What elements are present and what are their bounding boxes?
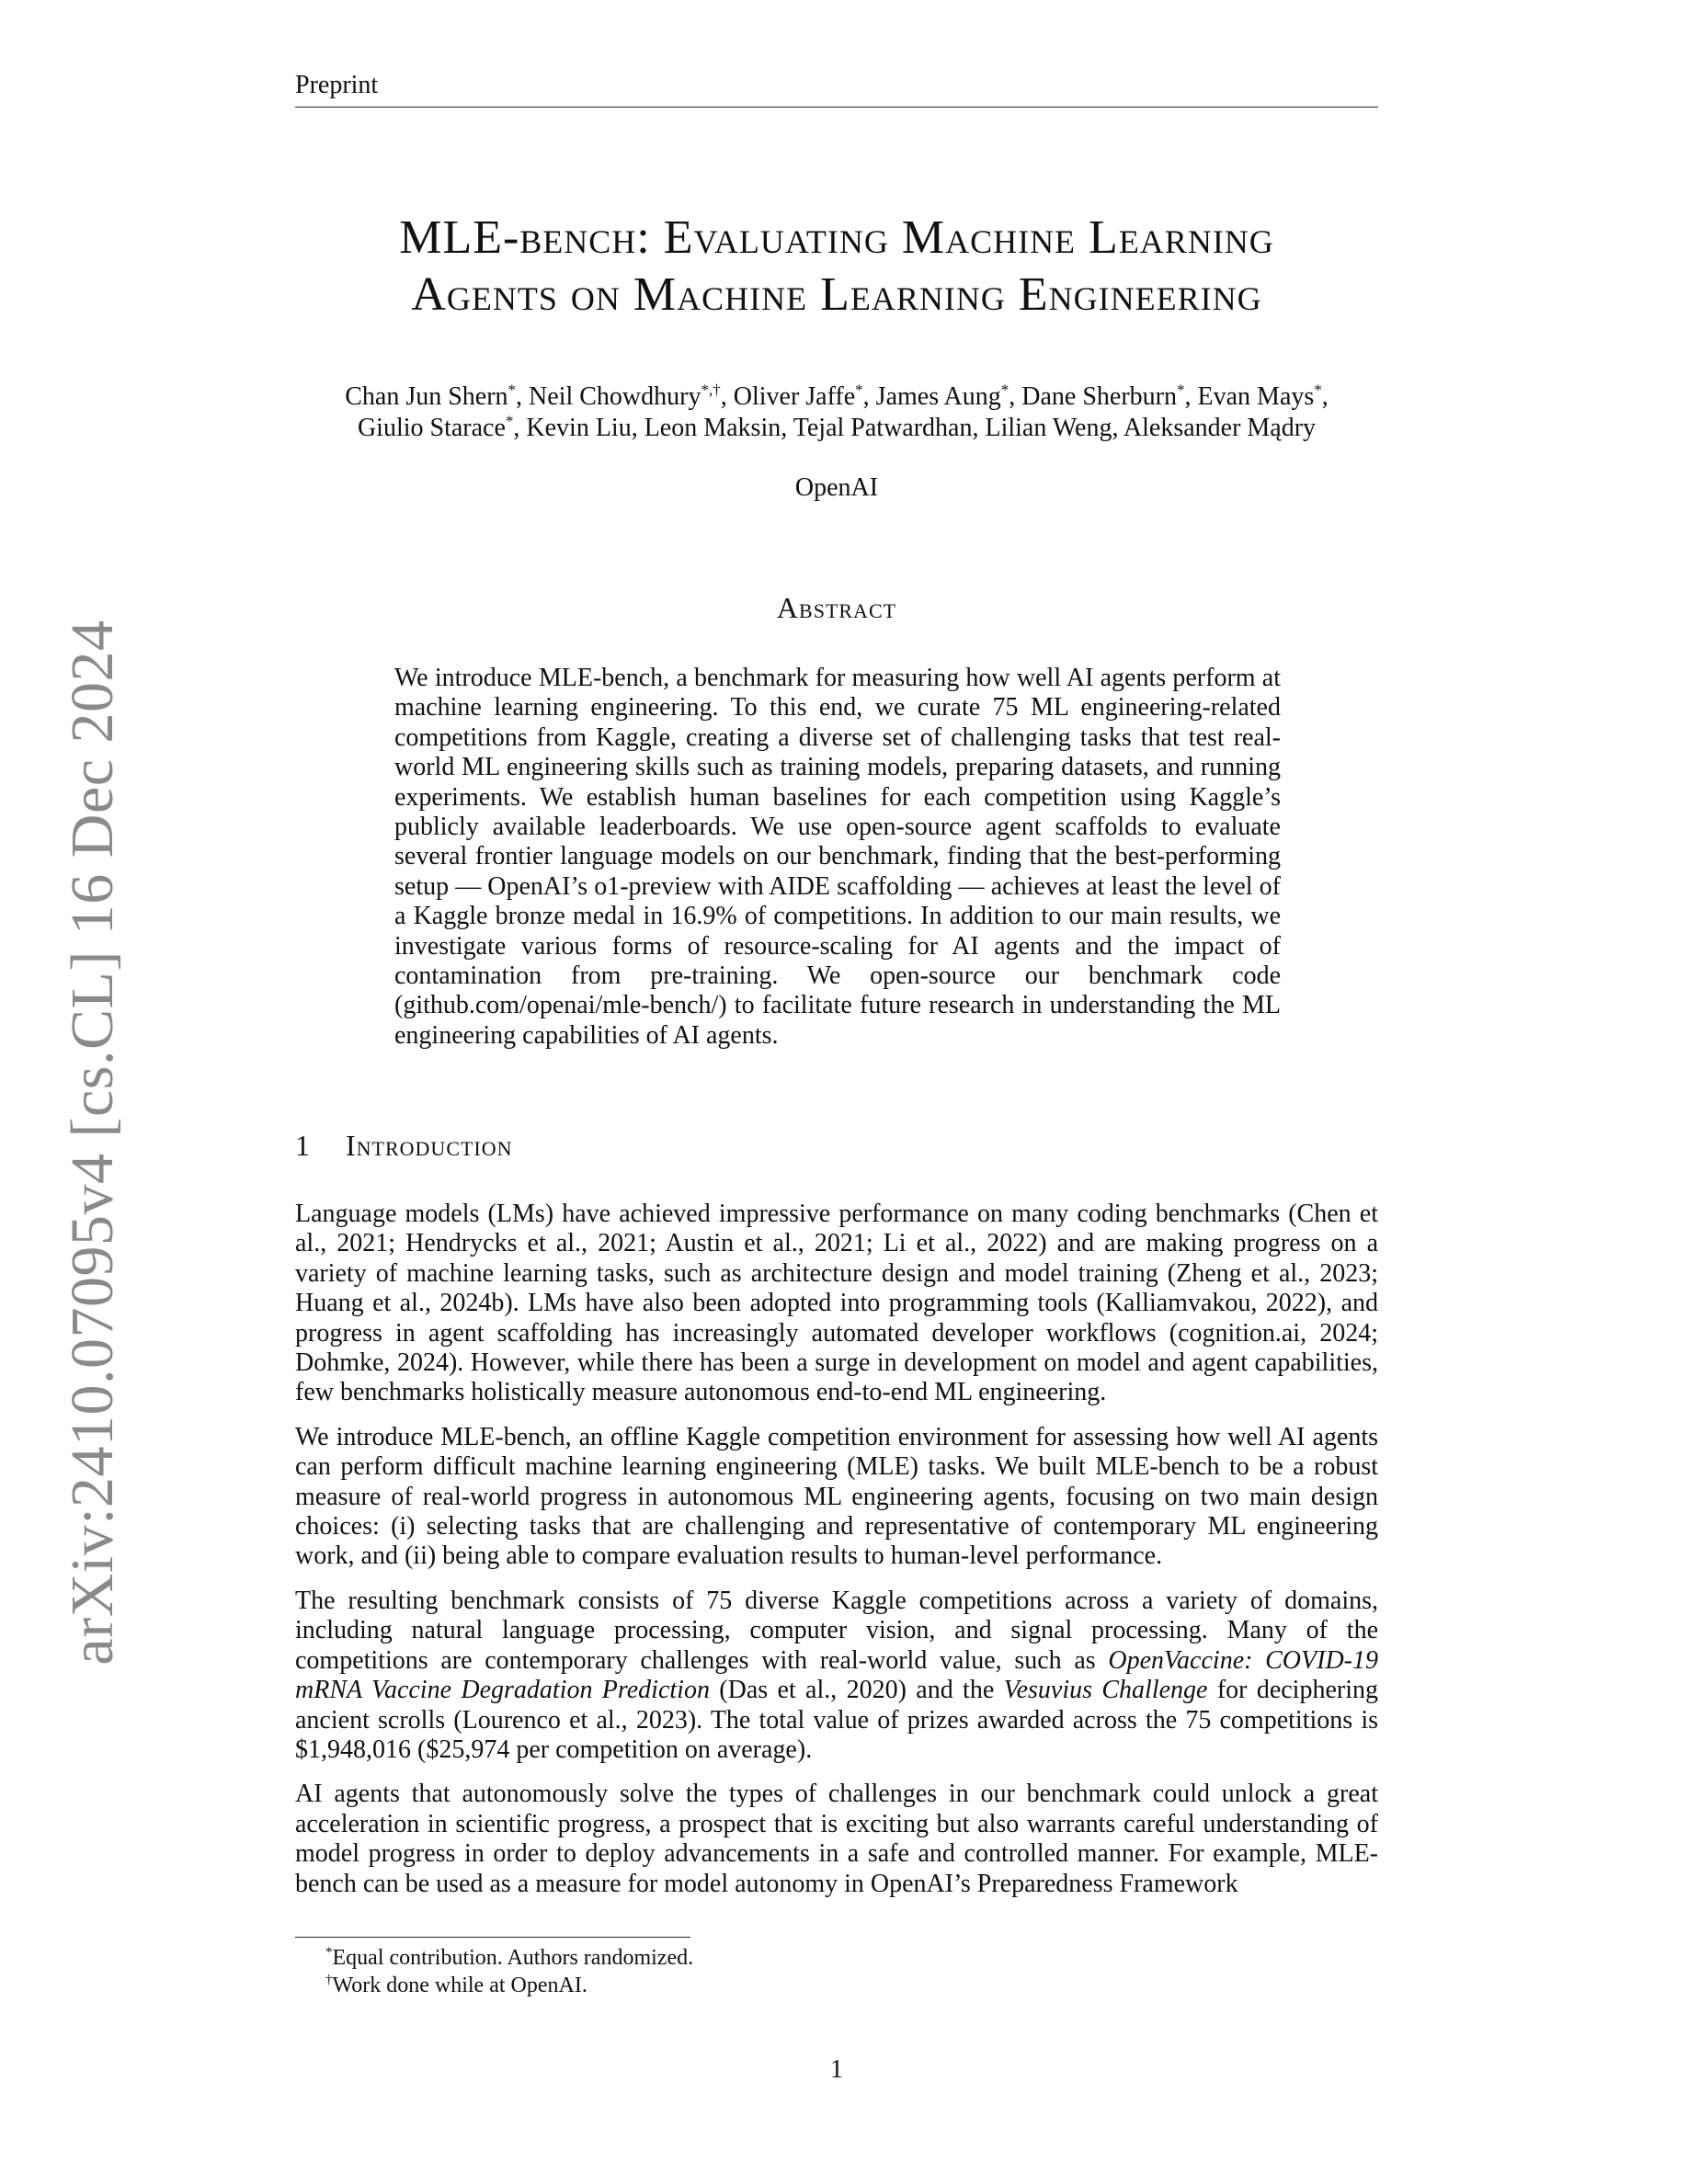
author-line-1: Chan Jun Shern*, Neil Chowdhury*,†, Oliver Jaffe*, James Aung*, Dane Sherburn*, Evan Mays*,	[345, 381, 1329, 411]
abstract-text: We introduce MLE-bench, a benchmark for measuring how well AI agents perform at machine learning engineering. To this end, we curate 75 ML engineering-related competitions from Kaggle, creating a diverse set of challenging tasks that test real-world ML engineering skills such as training models, preparing datasets, and running experiments. We establish human baselines for each competition using Kaggle’s publicly available leaderboards. We use open-source agent scaffolds to evaluate several frontier language models on our benchmark, finding that the best-performing setup — OpenAI’s o1-preview with AIDE scaffolding — achieves at least the level of a Kaggle bronze medal in 16.9% of competitions. In addition to our main results, we investigate various forms of resource-scaling for AI agents and the impact of contamination from pre-training. We open-source our benchmark code (github.com/openai/mle-bench/) to facilitate future research in understanding the ML engineering capabilities of AI agents.	[394, 664, 1281, 1050]
footnote-divider	[295, 1937, 690, 1938]
paragraph: AI agents that autonomously solve the types of challenges in our benchmark could unlock a great acceleration in scientific progress, a prospect that is exciting but also warrants careful understanding of model progress in order to deploy advancements in a safe and controlled manner. For example, MLE-bench can be used as a measure for model autonomy in OpenAI’s Preparedness Framework	[295, 1780, 1378, 1898]
section-heading	[295, 1129, 513, 1163]
author-names-rest: Kevin Liu, Leon Maksin, Tejal Patwardhan, Lilian Weng, Aleksander Mądry	[526, 414, 1317, 442]
title-line-1: MLE-bench: Evaluating Machine Learning	[399, 211, 1274, 264]
paragraph: We introduce MLE-bench, an offline Kaggle competition environment for assessing how well AI agents can perform difficult machine learning engineering (MLE) tasks. We built MLE-bench to be a robust measure of real-world progress in autonomous ML engineering agents, focusing on two main design choices: (i) selecting tasks that are challenging and representative of contemporary ML engineering work, and (ii) being able to compare evaluation results to human-level performance.	[295, 1422, 1378, 1571]
header-label: Preprint	[295, 71, 379, 99]
author-mark: *	[1314, 381, 1322, 399]
paragraph-text: The resulting benchmark consists of 75 diverse Kaggle competitions across a variety of domains, including natural language processing, computer vision, and signal processing. Many of the competitions are contemporary challenges with real-world value, such as	[295, 1586, 1378, 1675]
footnote-mark: *	[325, 1945, 333, 1960]
footnote	[325, 1944, 693, 1972]
author-mark: *	[855, 381, 863, 399]
author-mark: *	[508, 381, 517, 399]
arxiv-identifier: arXiv:2410.07095v4 [cs.CL] 16 Dec 2024	[59, 620, 126, 1666]
author-name: Dane Sherburn	[1021, 382, 1178, 411]
author-name: Chan Jun Shern	[345, 382, 508, 411]
paragraph-text: (Das et al., 2020) and the	[709, 1676, 1004, 1705]
affiliation: OpenAI	[794, 473, 879, 502]
footnote-text: Equal contribution. Authors randomized.	[332, 1946, 694, 1970]
author-mark: *	[505, 412, 514, 430]
footnote-text: Work done while at OpenAI.	[332, 1974, 587, 1997]
author-name: Neil Chowdhury	[529, 382, 701, 411]
paragraph: Language models (LMs) have achieved impressive performance on many coding benchmarks (Chen et al., 2021; Hendrycks et al., 2021; Austin et al., 2021; Li et al., 2022) and are making progress on a variety of machine learning tasks, such as architecture design and model training (Zheng et al., 2023; Huang et al., 2024b). LMs have also been adopted into programming tools (Kalliamvakou, 2022), and progress in agent scaffolding has increasingly automated developer workflows (cognition.ai, 2024; Dohmke, 2024). However, while there has been a surge in development on model and agent capabilities, few benchmarks holistically measure autonomous end-to-end ML engineering.	[295, 1200, 1378, 1407]
footnotes	[325, 1944, 693, 1999]
author-name: Giulio Starace	[357, 414, 506, 442]
author-mark: *	[1000, 381, 1009, 399]
author-mark: *,†	[701, 381, 721, 399]
page-number: 1	[830, 2055, 843, 2084]
paragraph	[295, 1587, 1378, 1765]
footnote-mark: †	[325, 1973, 333, 1987]
author-name: James Aung	[875, 382, 1001, 411]
section-number: 1	[295, 1129, 311, 1162]
author-name: Evan Mays	[1197, 382, 1315, 411]
section-title: Introduction	[346, 1129, 513, 1162]
author-line-2: Giulio Starace*, Kevin Liu, Leon Maksin, Tejal Patwardhan, Lilian Weng, Aleksander Mądry	[357, 412, 1317, 442]
running-header	[295, 70, 1378, 108]
competition-title: OpenVaccine: COVID-19 mRNA Vaccine Degradation Prediction	[295, 1645, 1379, 1705]
author-mark: *	[1177, 381, 1185, 399]
author-list	[295, 381, 1378, 444]
section-body	[295, 1200, 1378, 1914]
paper-title	[295, 210, 1378, 324]
abstract-heading: Abstract	[776, 591, 897, 624]
title-line-2: Agents on Machine Learning Engineering	[411, 268, 1262, 321]
author-name: Oliver Jaffe	[733, 382, 856, 411]
footnote	[325, 1972, 693, 1999]
competition-title: Vesuvius Challenge	[1003, 1676, 1208, 1705]
paragraph-text: for deciphering ancient scrolls (Lourenco et al., 2023). The total value of prizes awarded across the 75 competitions is $1,948,016 ($25,974 per competition on average).	[295, 1676, 1378, 1764]
